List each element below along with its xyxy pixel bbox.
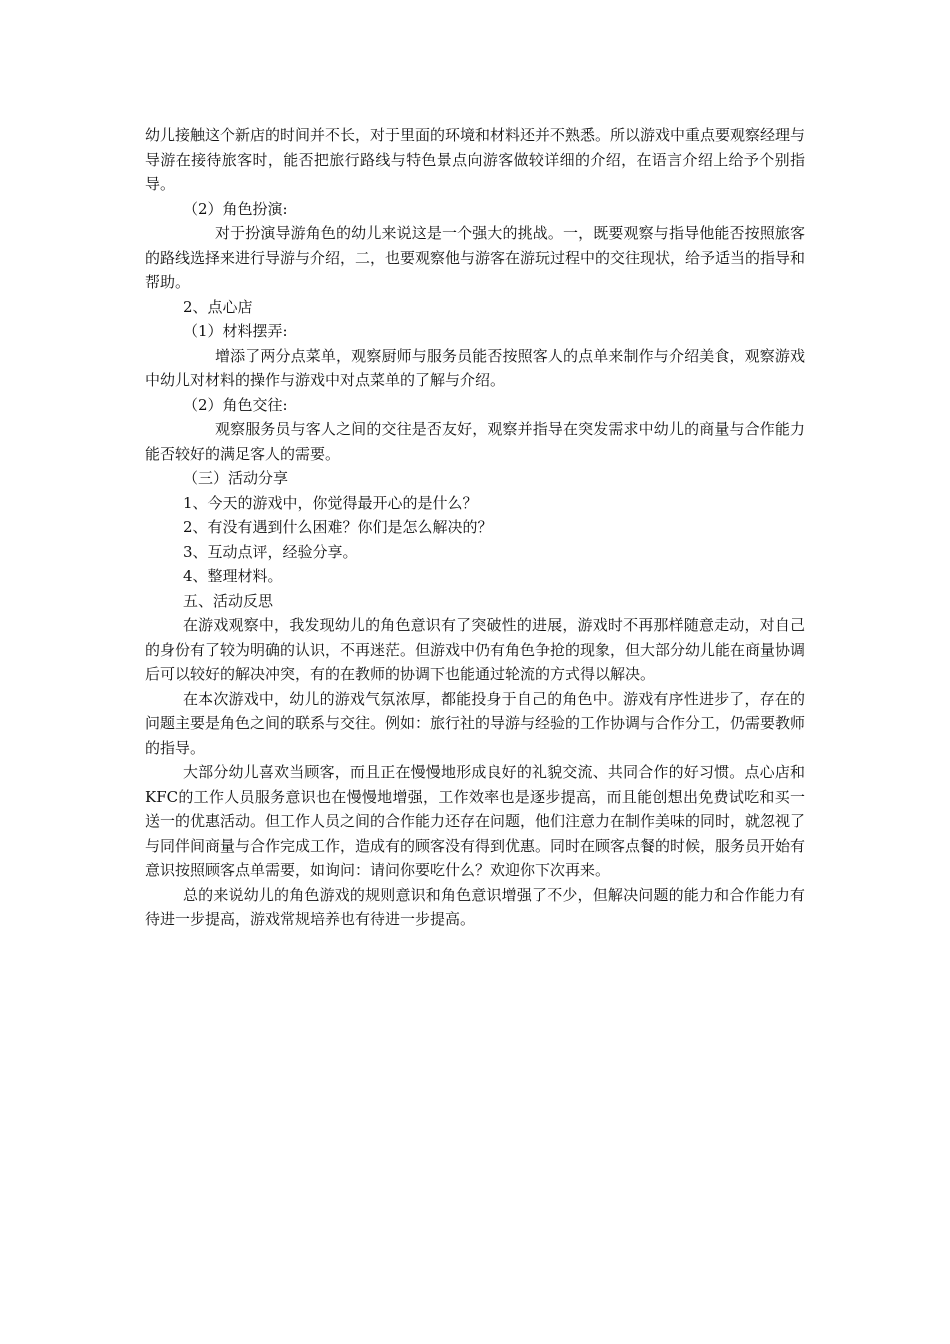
paragraph-reflection-3: 大部分幼儿喜欢当顾客，而且正在慢慢地形成良好的礼貌交流、共同合作的好习惯。点心店和KFC的工作人员服务意识也在慢慢地增强，工作效率也是逐步提高，而且能创想出免费试吃和买一送一的优惠活动。但工作人员之间的合作能力还存在问题，他们注意力在制作美味的同时，就忽视了与同伴间商量与合作完成工作，造成有的顾客没有得到优惠。同时在顾客点餐的时候，服务员开始有意识按照顾客点单需要，如询问：请问你要吃什么？欢迎你下次再来。 bbox=[145, 763, 806, 879]
paragraph-reflection-1: 在游戏观察中，我发现幼儿的角色意识有了突破性的进展，游戏时不再那样随意走动，对自己的身份有了较为明确的认识，不再迷茫。但游戏中仍有角色争抢的现象，但大部分幼儿能在商量协调后可以较好的解决冲突，有的在教师的协调下也能通过轮流的方式得以解决。 bbox=[145, 616, 806, 683]
paragraph-role-play: 对于扮演导游角色的幼儿来说这是一个强大的挑战。一，既要观察与指导他能否按照旅客的路线选择来进行导游与介绍，二，也要观察他与游客在游玩过程中的交往现状，给予适当的指导和帮助。 bbox=[145, 224, 806, 291]
document-body bbox=[145, 123, 805, 932]
paragraph-materials: 增添了两分点菜单，观察厨师与服务员能否按照客人的点单来制作与介绍美食，观察游戏中幼儿对材料的操作与游戏中对点菜单的了解与介绍。 bbox=[145, 346, 805, 389]
heading-role-interaction: （2）角色交往: bbox=[183, 395, 288, 414]
heading-dim-sum-shop: 2、点心店 bbox=[183, 297, 253, 316]
list-item-1: 1、今天的游戏中，你觉得最开心的是什么？ bbox=[183, 493, 478, 512]
heading-reflection: 五、活动反思 bbox=[183, 591, 274, 610]
paragraph-role-interaction: 观察服务员与客人之间的交往是否友好，观察并指导在突发需求中幼儿的商量与合作能力能否较好的满足客人的需要。 bbox=[145, 420, 805, 463]
heading-activity-sharing: （三）活动分享 bbox=[183, 469, 289, 487]
list-item-4: 4、整理材料。 bbox=[183, 567, 283, 585]
paragraph-reflection-4: 总的来说幼儿的角色游戏的规则意识和角色意识增强了不少，但解决问题的能力和合作能力有待进一步提高，游戏常规培养也有待进一步提高。 bbox=[145, 885, 805, 928]
paragraph-reflection-2: 在本次游戏中，幼儿的游戏气氛浓厚，都能投身于自己的角色中。游戏有序性进步了，存在的问题主要是角色之间的联系与交往。例如：旅行社的导游与经验的工作协调与合作分工，仍需要教师的指导。 bbox=[145, 689, 806, 757]
heading-materials: （1）材料摆弄: bbox=[183, 322, 288, 340]
list-item-2: 2、有没有遇到什么困难？你们是怎么解决的？ bbox=[183, 518, 493, 536]
paragraph-intro: 幼儿接触这个新店的时间并不长，对于里面的环境和材料还并不熟悉。所以游戏中重点要观察经理与导游在接待旅客时，能否把旅行路线与特色景点向游客做较详细的介绍，在语言介绍上给予个别指导。 bbox=[145, 126, 806, 193]
heading-role-play: （2）角色扮演: bbox=[183, 199, 288, 218]
list-item-3: 3、互动点评，经验分享。 bbox=[183, 542, 358, 561]
